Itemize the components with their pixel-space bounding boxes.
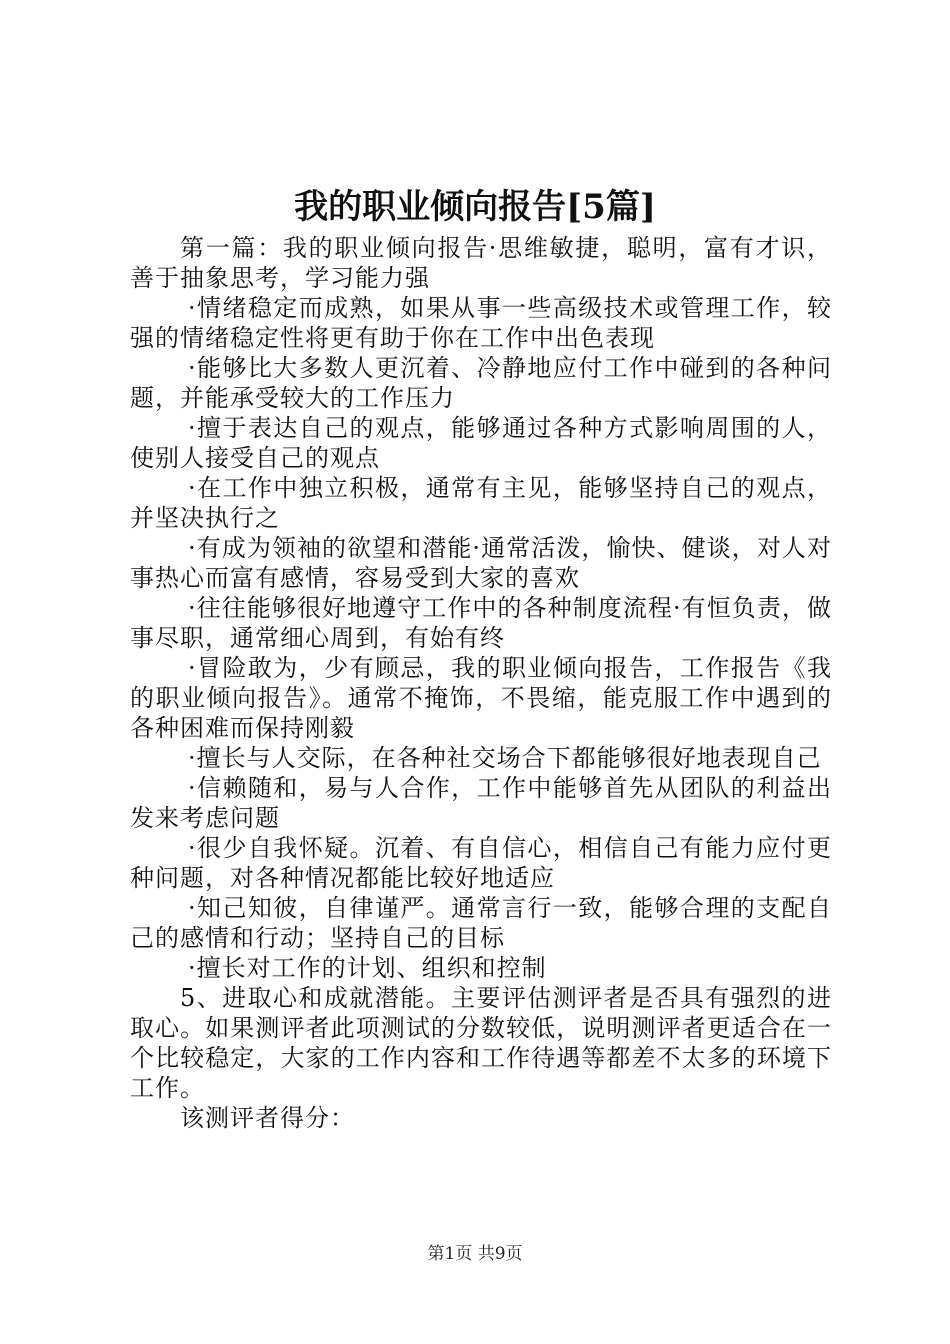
paragraph-5: ·在工作中独立积极，通常有主见，能够坚持自己的观点，并坚决执行之: [130, 474, 832, 532]
paragraph-11: ·很少自我怀疑。沉着、有自信心，相信自己有能力应付更种问题，对各种情况都能比较好地适应: [130, 834, 832, 892]
paragraph-1: 第一篇：我的职业倾向报告·思维敏捷，聪明，富有才识，善于抽象思考，学习能力强: [130, 234, 832, 292]
paragraph-8: ·冒险敢为，少有顾忌，我的职业倾向报告，工作报告《我的职业倾向报告》。通常不掩饰，不畏缩，能克服工作中遇到的各种困难而保持刚毅: [130, 654, 832, 742]
page-total: 共9页: [477, 1244, 523, 1264]
page-footer: [0, 1242, 950, 1266]
paragraph-13: ·擅长对工作的计划、组织和控制: [188, 954, 547, 982]
paragraph-14: 5、进取心和成就潜能。主要评估测评者是否具有强烈的进取心。如果测评者此项测试的分数较低，说明测评者更适合在一个比较稳定，大家的工作内容和工作待遇等都差不太多的环境下工作。: [130, 984, 832, 1102]
paragraph-10: ·信赖随和，易与人合作，工作中能够首先从团队的利益出发来考虑问题: [130, 774, 832, 832]
paragraph-2: ·情绪稳定而成熟，如果从事一些高级技术或管理工作，较强的情绪稳定性将更有助于你在工作中出色表现: [130, 294, 832, 352]
document-title: 我的职业倾向报告[5篇]: [294, 187, 656, 227]
paragraph-9: ·擅长与人交际，在各种社交场合下都能够很好地表现自己: [188, 744, 822, 772]
paragraph-3: ·能够比大多数人更沉着、冷静地应付工作中碰到的各种问题，并能承受较大的工作压力: [130, 354, 832, 412]
paragraph-6: ·有成为领袖的欲望和潜能·通常活泼，愉快、健谈，对人对事热心而富有感情，容易受到大家的喜欢: [130, 534, 832, 592]
paragraph-7: ·往往能够很好地遵守工作中的各种制度流程·有恒负责，做事尽职，通常细心周到，有始有终: [130, 594, 832, 652]
page-number: 第1页: [427, 1244, 473, 1264]
paragraph-4: ·擅于表达自己的观点，能够通过各种方式影响周围的人，使别人接受自己的观点: [130, 414, 832, 472]
paragraph-12: ·知己知彼，自律谨严。通常言行一致，能够合理的支配自己的感情和行动；坚持自己的目标: [130, 894, 832, 952]
document-body: [130, 233, 832, 1133]
paragraph-15: 该测评者得分：: [180, 1104, 355, 1132]
